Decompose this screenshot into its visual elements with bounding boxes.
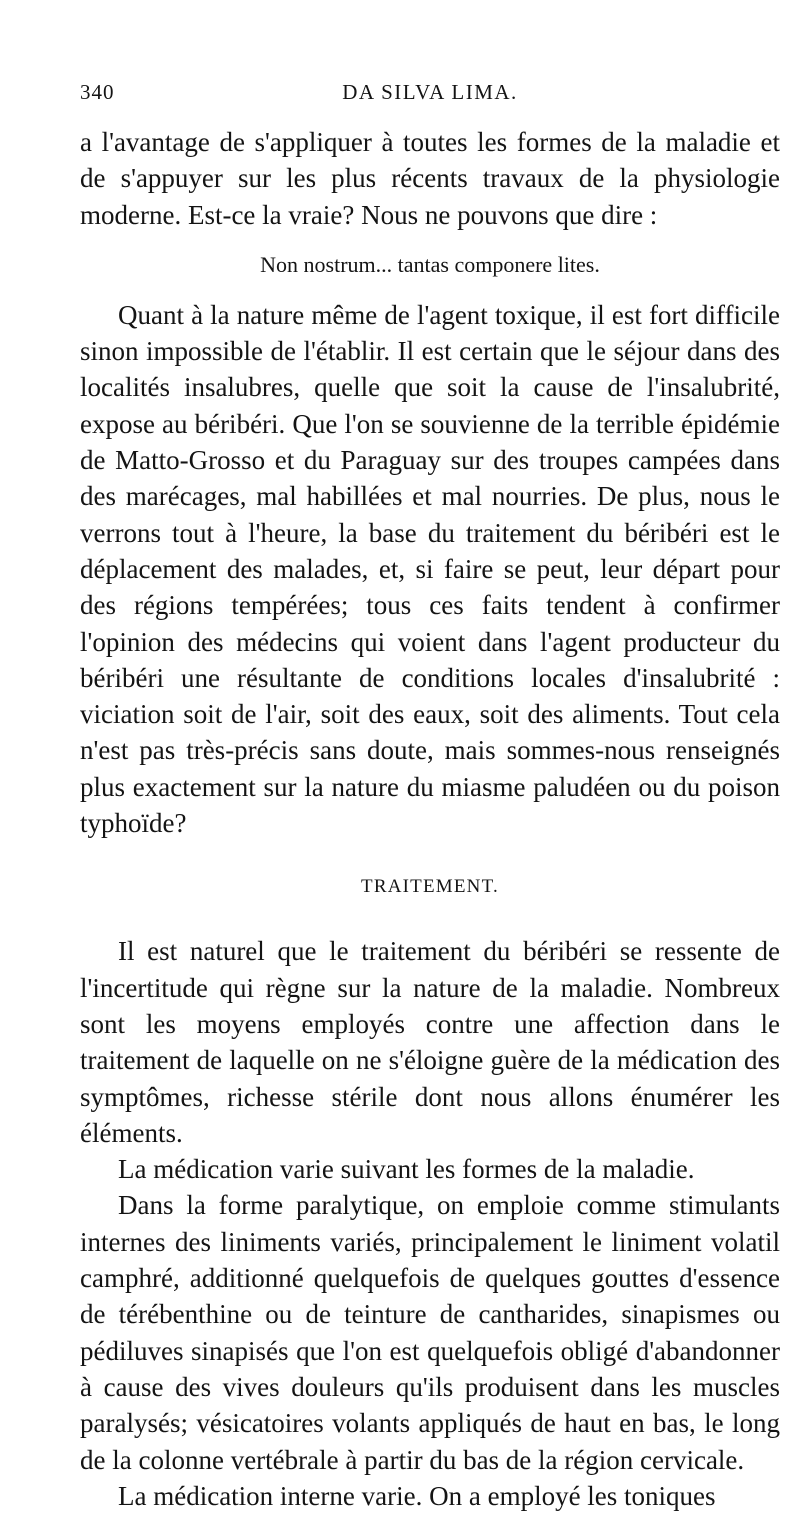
latin-quotation: Non nostrum... tantas componere lites. <box>260 251 600 277</box>
paragraph-toxic-agent: Quant à la nature même de l'agent toxique, il est fort difficile sinon impossible de l'établir. Il est certain que le séjour dans des localités insalubres, quelle que soit la cause de l'insalubrité, expose au béribéri. Que l'on se souvienne de la terrible épidémie de Matto-Grosso et du Paraguay sur des troupes campées dans des marécages, mal habillées et mal nourries. De plus, nous le verrons tout à l'heure, la base du traitement du béribéri est le déplacement des malades, et, si faire se peut, leur départ pour des régions tempérées; tous ces faits tendent à confirmer l'opinion des médecins qui voient dans l'agent producteur du béribéri une résultante de conditions locales d'insalubrité : viciation soit de l'air, soit des eaux, soit des aliments. Tout cela n'est pas très-précis sans doute, mais sommes-nous renseignés plus exactement sur la nature du miasme paludéen ou du poison typhoïde? <box>80 299 780 839</box>
section-heading: TRAITEMENT. <box>361 876 499 898</box>
running-title: DA SILVA LIMA. <box>342 80 518 104</box>
page-number: 340 <box>80 80 115 104</box>
paragraph-medication-forms: La médication varie suivant les formes de la maladie. <box>118 1154 695 1185</box>
paragraph-internal-medication: La médication interne varie. On a employé les toniques <box>118 1480 716 1511</box>
paragraph-treatment-intro: Il est naturel que le traitement du béribéri se ressente de l'incertitude qui règne sur la nature de la maladie. Nombreux sont les moyens employés contre une affection dans le traitement de laquelle on ne s'éloigne guère de la médication des symptômes, richesse stérile dont nous allons énumérer les éléments. <box>80 936 780 1148</box>
paragraph-continued: a l'avantage de s'appliquer à toutes les formes de la maladie et de s'appuyer sur les plus récents travaux de la physiologie moderne. Est-ce la vraie? Nous ne pouvons que dire : <box>80 127 780 230</box>
running-head <box>80 80 780 110</box>
paragraph-paralytic-form: Dans la forme paralytique, on emploie comme stimulants internes des liniments variés, principalement le liniment volatil camphré, additionné quelquefois de quelques gouttes d'essence de térébenthine ou de teinture de cantharides, sinapismes ou pédiluves sinapisés que l'on est quelquefois obligé d'abandonner à cause des vives douleurs qu'ils produisent dans les muscles paralysés; vésicatoires volants appliqués de haut en bas, le long de la colonne vertébrale à partir du bas de la région cervicale. <box>80 1190 780 1475</box>
main-text <box>80 124 780 1514</box>
